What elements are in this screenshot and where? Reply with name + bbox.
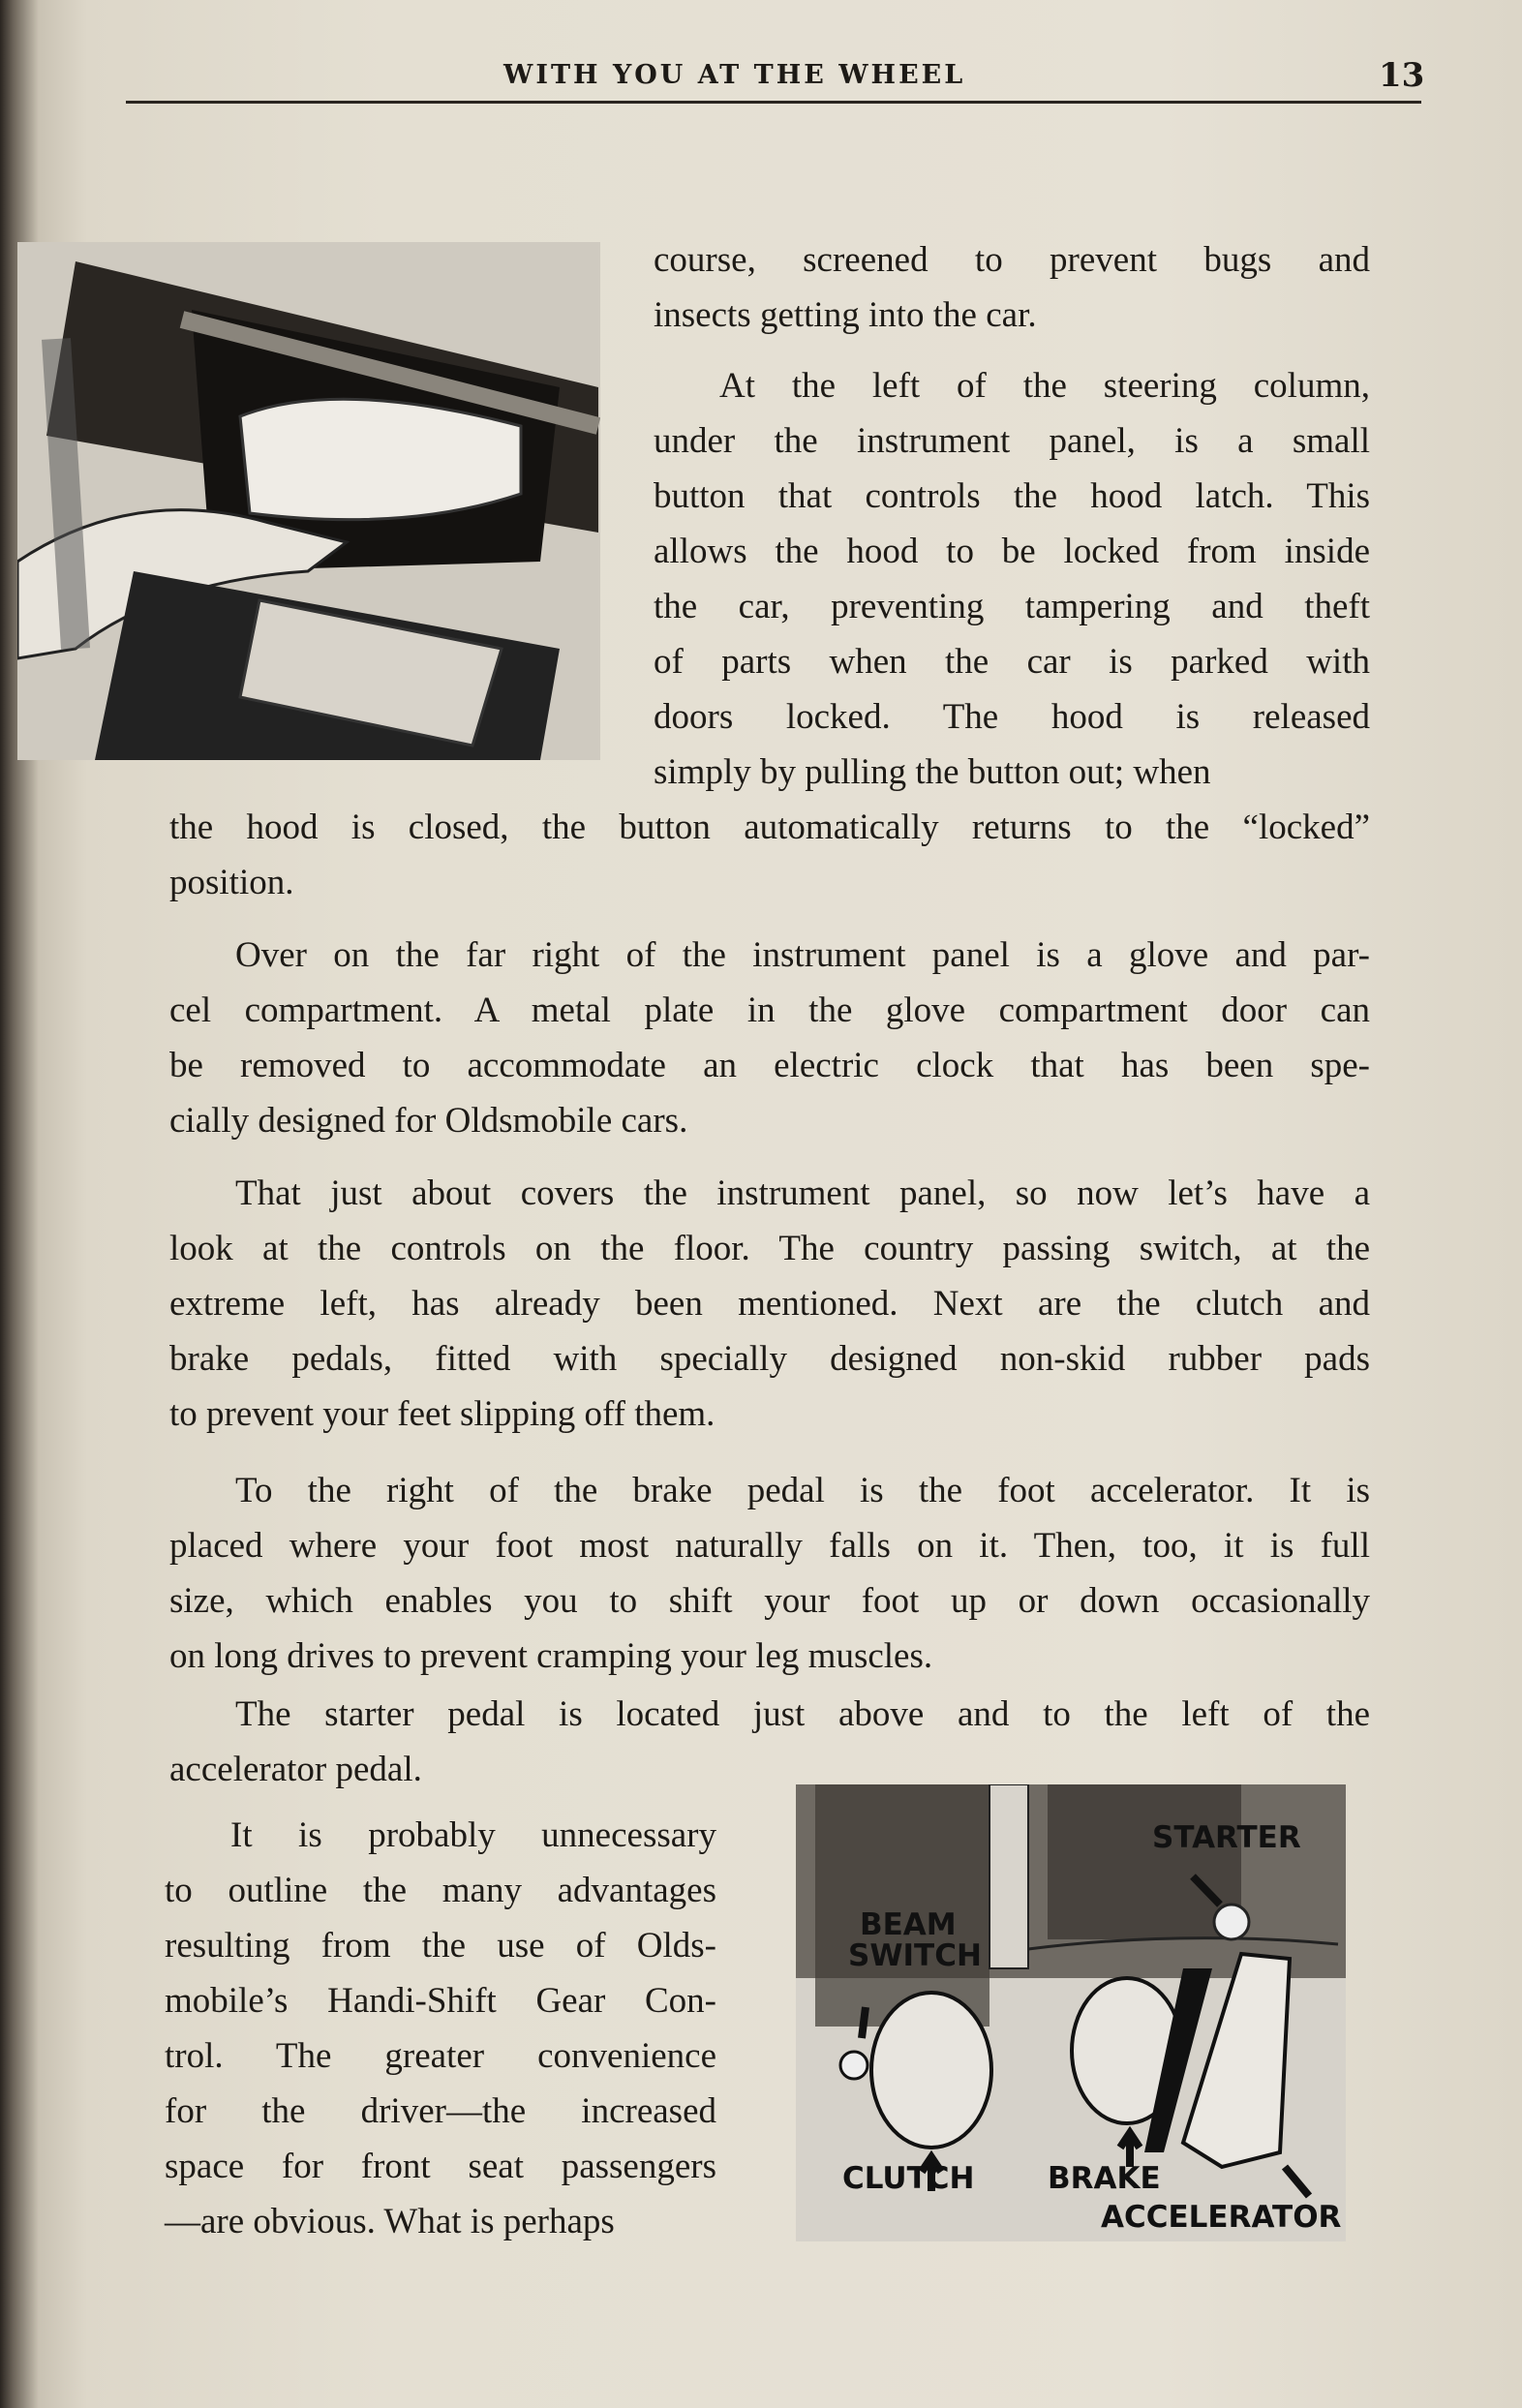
text-line: of parts when the car is parked with bbox=[654, 642, 1370, 682]
text-line: cel compartment. A metal plate in the glove compartment door can bbox=[169, 991, 1370, 1030]
paragraph-5 bbox=[169, 1463, 1370, 1684]
text-line: trol. The greater convenience bbox=[165, 2036, 716, 2076]
text-line: on long drives to prevent cramping your leg muscles. bbox=[169, 1636, 933, 1676]
text-line: At the left of the steering column, bbox=[719, 366, 1370, 406]
paragraph-2-cont bbox=[169, 800, 1370, 910]
text-line: look at the controls on the floor. The country passing switch, at the bbox=[169, 1229, 1370, 1268]
label-accelerator: ACCELERATOR bbox=[1101, 2200, 1342, 2235]
label-brake: BRAKE bbox=[1048, 2161, 1161, 2196]
text-line: insects getting into the car. bbox=[654, 295, 1037, 335]
text-line: To the right of the brake pedal is the foot accelerator. It is bbox=[235, 1471, 1370, 1510]
text-line: allows the hood to be locked from inside bbox=[654, 532, 1370, 571]
paragraph-4 bbox=[169, 1166, 1370, 1442]
text-line: for the driver—the increased bbox=[165, 2091, 716, 2131]
paragraph-6 bbox=[169, 1687, 1370, 1797]
text-line: space for front seat passengers bbox=[165, 2147, 716, 2186]
label-beam: BEAM bbox=[860, 1907, 957, 1942]
running-title: WITH YOU AT THE WHEEL bbox=[503, 60, 966, 90]
text-line: Over on the far right of the instrument panel is a glove and par- bbox=[235, 935, 1370, 975]
paragraph-2 bbox=[654, 358, 1370, 800]
paragraph-7 bbox=[165, 1808, 716, 2249]
text-line: button that controls the hood latch. This bbox=[654, 476, 1370, 516]
text-line: course, screened to prevent bugs and bbox=[654, 240, 1370, 280]
text-line: be removed to accommodate an electric clock that has been spe- bbox=[169, 1046, 1370, 1085]
label-switch: SWITCH bbox=[848, 1938, 982, 1973]
text-line: simply by pulling the button out; when bbox=[654, 752, 1211, 792]
text-line: position. bbox=[169, 863, 294, 902]
text-line: resulting from the use of Olds- bbox=[165, 1926, 716, 1966]
text-line: under the instrument panel, is a small bbox=[654, 421, 1370, 461]
paragraph-1 bbox=[654, 232, 1370, 343]
paragraph-3 bbox=[169, 928, 1370, 1148]
text-line: the hood is closed, the button automatically returns to the “locked” bbox=[169, 808, 1370, 847]
text-line: placed where your foot most naturally falls on it. Then, too, it is full bbox=[169, 1526, 1370, 1566]
text-line: It is probably unnecessary bbox=[230, 1815, 716, 1855]
text-line: doors locked. The hood is released bbox=[654, 697, 1370, 737]
text-line: accelerator pedal. bbox=[169, 1750, 422, 1789]
text-line: extreme left, has already been mentioned. Next are the clutch and bbox=[169, 1284, 1370, 1324]
page-number: 13 bbox=[1379, 56, 1425, 95]
text-line: size, which enables you to shift your foot up or down occasionally bbox=[169, 1581, 1370, 1621]
label-starter: STARTER bbox=[1152, 1820, 1301, 1855]
text-line: cially designed for Oldsmobile cars. bbox=[169, 1101, 688, 1141]
text-line: to outline the many advantages bbox=[165, 1871, 716, 1910]
text-line: —are obvious. What is perhaps bbox=[165, 2202, 615, 2241]
pedals-illustration bbox=[796, 1784, 1346, 2241]
hood-latch-illustration bbox=[17, 242, 600, 760]
text-line: the car, preventing tampering and theft bbox=[654, 587, 1370, 626]
text-line: That just about covers the instrument panel, so now let’s have a bbox=[235, 1174, 1370, 1213]
text-line: mobile’s Handi-Shift Gear Con- bbox=[165, 1981, 716, 2021]
label-clutch: CLUTCH bbox=[842, 2161, 975, 2196]
header-rule bbox=[126, 101, 1421, 104]
text-line: brake pedals, fitted with specially designed non-skid rubber pads bbox=[169, 1339, 1370, 1379]
text-line: The starter pedal is located just above and to the left of the bbox=[235, 1694, 1370, 1734]
text-line: to prevent your feet slipping off them. bbox=[169, 1394, 715, 1434]
